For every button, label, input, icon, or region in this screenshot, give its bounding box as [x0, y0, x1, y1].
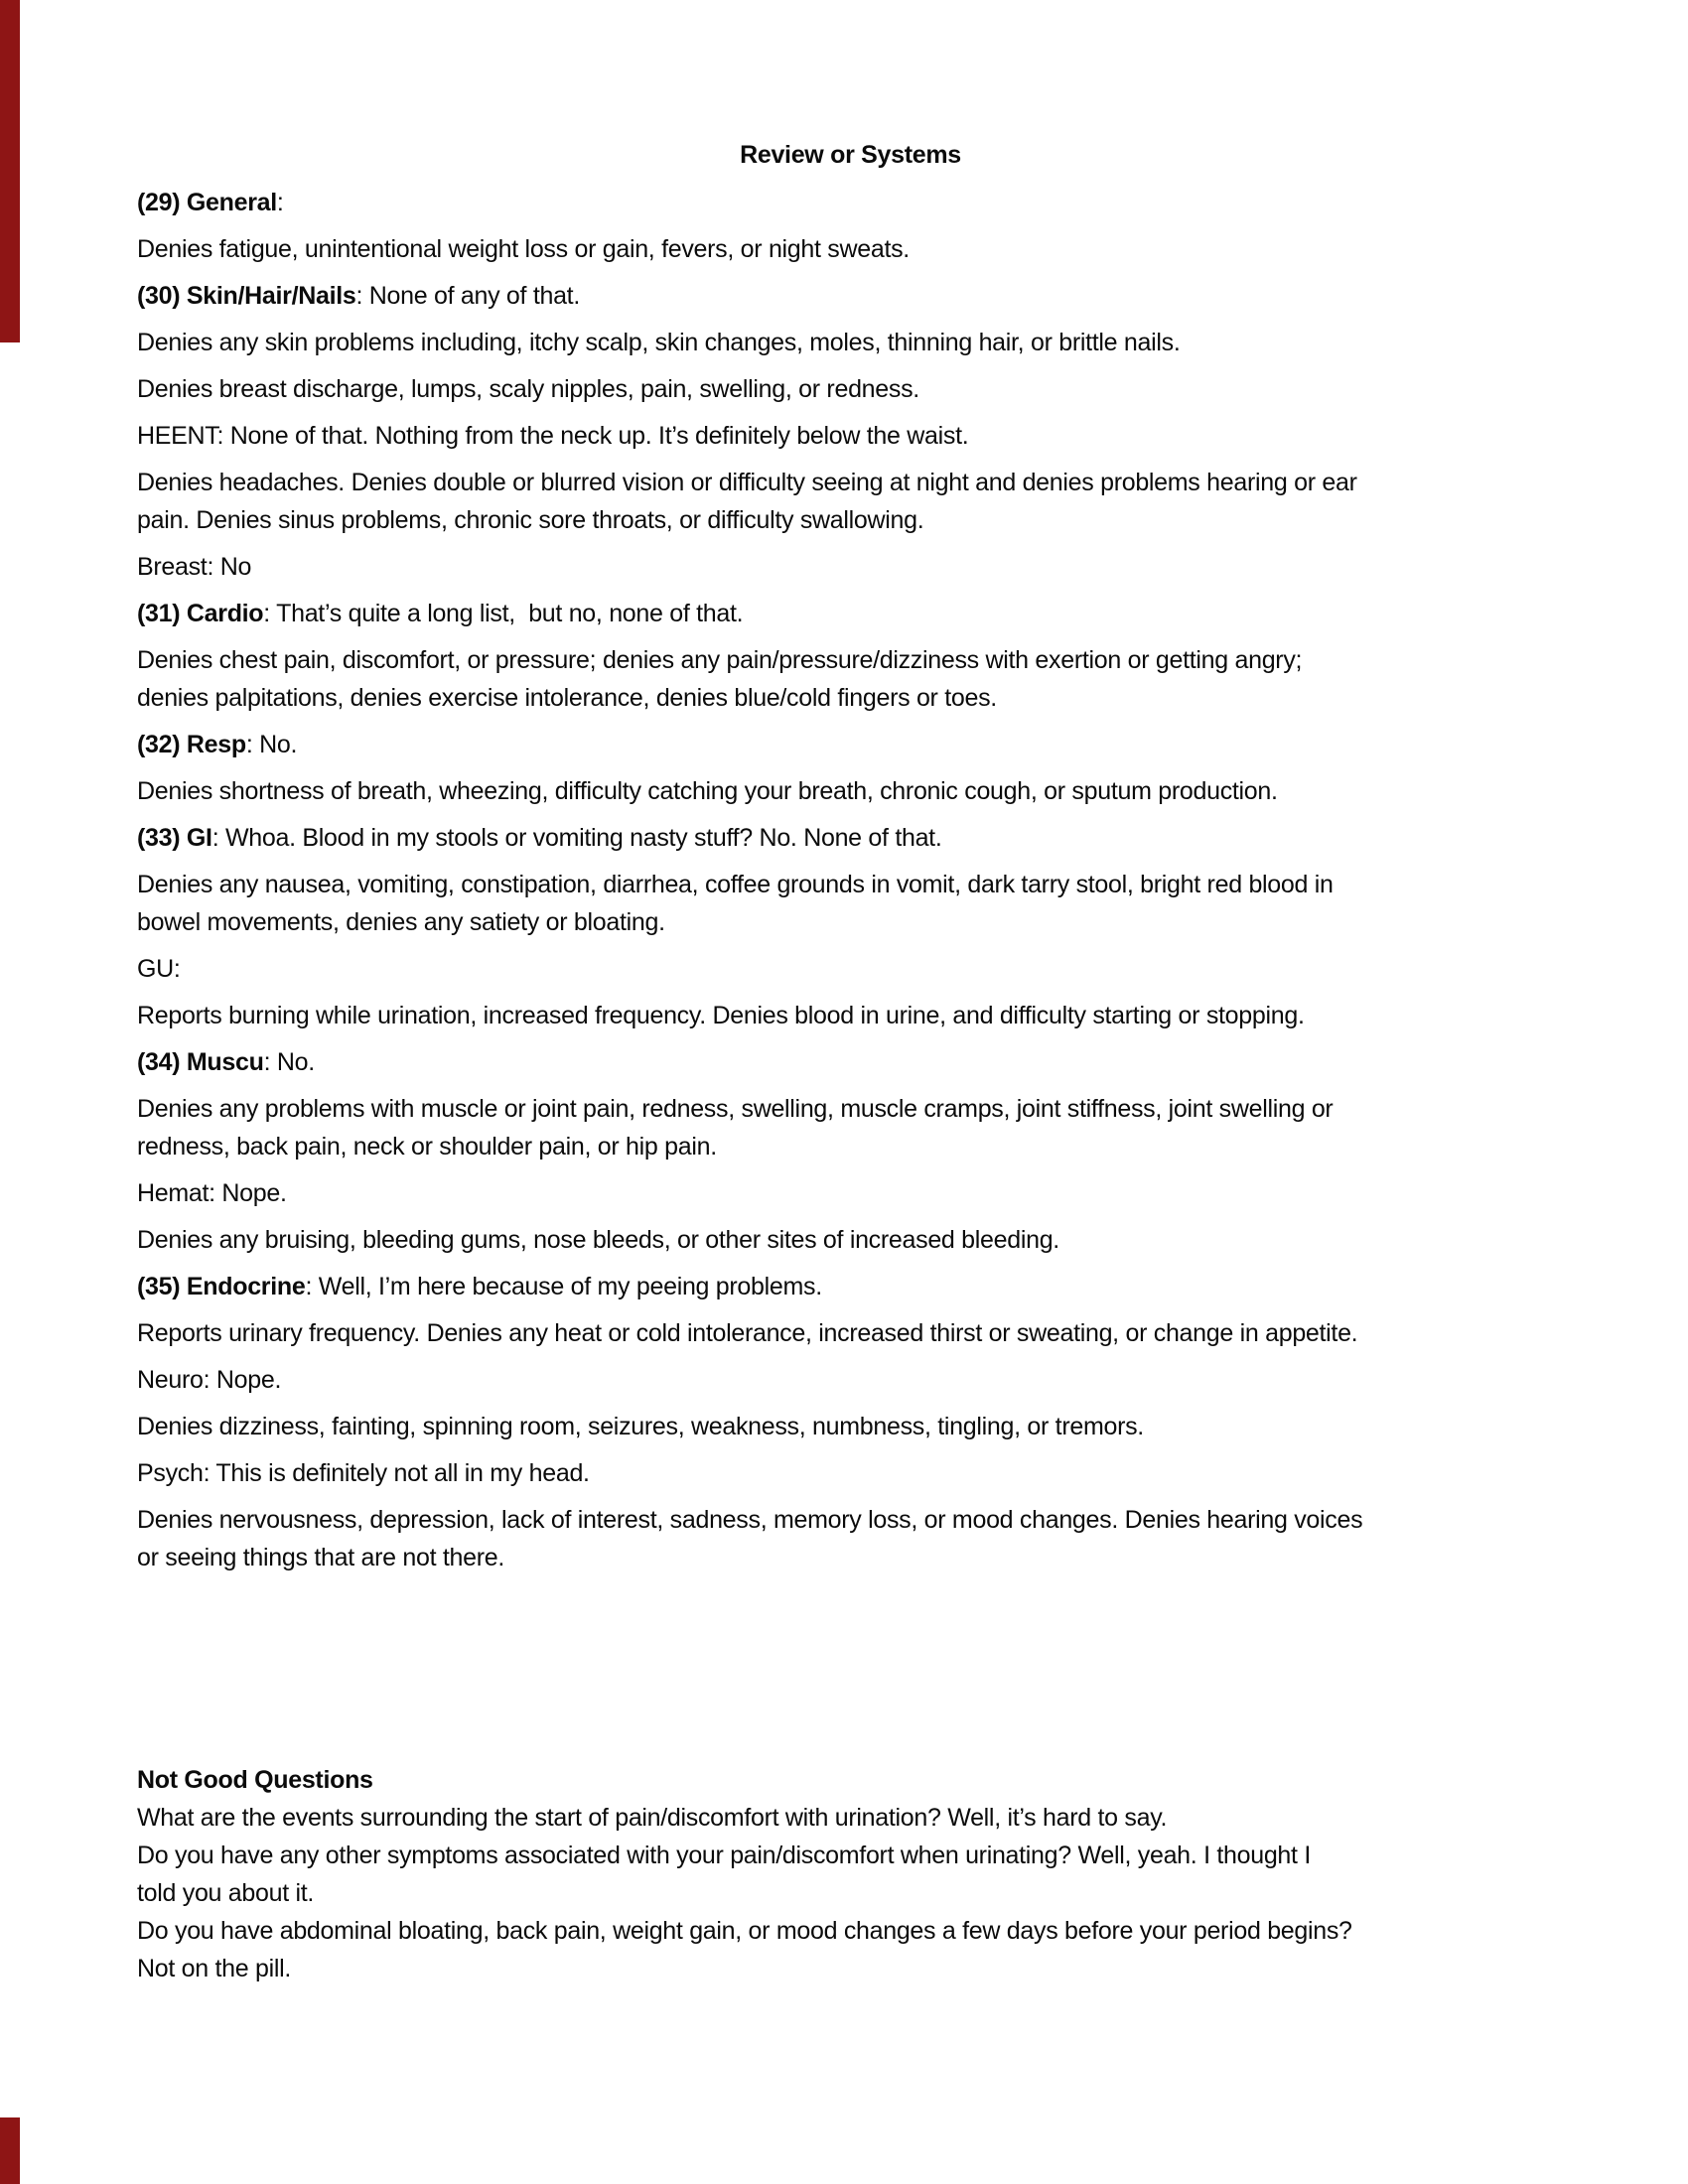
ngq-question-2: Do you have any other symptoms associated with your pain/discomfort when urinating? Well, yeah. I thought I: [137, 1842, 1311, 1869]
ros-cardio-text: Denies chest pain, discomfort, or pressure; denies any pain/pressure/dizziness with exertion or getting angry; denies palpitations, denies exercise intolerance, denies blue/cold fingers or toes.: [137, 646, 1303, 712]
ngq-question-1: What are the events surrounding the start of pain/discomfort with urination? Well, it’s hard to say.: [137, 1804, 1168, 1832]
ros-heent-text: Denies headaches. Denies double or blurred vision or difficulty seeing at night and denies problems hearing or ear pain. Denies sinus problems, chronic sore throats, or difficulty swallowing.: [137, 469, 1357, 534]
ros-neuro-text: Denies dizziness, fainting, spinning room, seizures, weakness, numbness, tingling, or tremors.: [137, 1413, 1144, 1440]
ros-neuro-heading: Neuro: Nope.: [137, 1366, 282, 1394]
ros-breast-answer: Breast: No: [137, 553, 252, 581]
ros-psych-heading: Psych: This is definitely not all in my head.: [137, 1459, 590, 1487]
ros-gi-heading: (33) GI: Whoa. Blood in my stools or vomiting nasty stuff? No. None of that.: [137, 824, 942, 852]
ros-endocrine-heading: (35) Endocrine: Well, I’m here because of my peeing problems.: [137, 1273, 822, 1300]
ros-skin-text: Denies any skin problems including, itchy scalp, skin changes, moles, thinning hair, or brittle nails.: [137, 329, 1181, 356]
ngq-question-3-cont: Not on the pill.: [137, 1955, 292, 1982]
document-title: Review or Systems: [740, 141, 961, 169]
document-page: [137, 136, 1564, 1987]
ros-endocrine-text: Reports urinary frequency. Denies any heat or cold intolerance, increased thirst or sweating, or change in appetite.: [137, 1319, 1358, 1347]
ros-psych-text: Denies nervousness, depression, lack of interest, sadness, memory loss, or mood changes. Denies hearing voices or seeing things that are not there.: [137, 1506, 1363, 1571]
ngq-question-3: Do you have abdominal bloating, back pain, weight gain, or mood changes a few days before your period begins?: [137, 1917, 1352, 1945]
ros-gi-text: Denies any nausea, vomiting, constipation, diarrhea, coffee grounds in vomit, dark tarry stool, bright red blood in bowel movements, denies any satiety or bloating.: [137, 871, 1334, 936]
ros-muscu-text: Denies any problems with muscle or joint pain, redness, swelling, muscle cramps, joint stiffness, joint swelling or redness, back pain, neck or shoulder pain, or hip pain.: [137, 1095, 1334, 1160]
ros-gu-text: Reports burning while urination, increased frequency. Denies blood in urine, and difficulty starting or stopping.: [137, 1002, 1305, 1029]
ros-cardio-heading: (31) Cardio: That’s quite a long list, but no, none of that.: [137, 600, 744, 627]
ros-general-heading: (29) General:: [137, 189, 284, 216]
ngq-question-2-cont: told you about it.: [137, 1879, 315, 1907]
left-edge-bar-bottom: [0, 2117, 20, 2184]
ros-breast-discharge-text: Denies breast discharge, lumps, scaly nipples, pain, swelling, or redness.: [137, 375, 919, 403]
ros-muscu-heading: (34) Muscu: No.: [137, 1048, 315, 1076]
ros-resp-heading: (32) Resp: No.: [137, 731, 298, 758]
ros-heent-heading: HEENT: None of that. Nothing from the neck up. It’s definitely below the waist.: [137, 422, 969, 450]
ros-hemat-text: Denies any bruising, bleeding gums, nose bleeds, or other sites of increased bleeding.: [137, 1226, 1059, 1254]
ros-resp-text: Denies shortness of breath, wheezing, difficulty catching your breath, chronic cough, or sputum production.: [137, 777, 1278, 805]
ros-gu-heading: GU:: [137, 955, 181, 983]
ros-skin-heading: (30) Skin/Hair/Nails: None of any of that.: [137, 282, 580, 310]
ros-hemat-heading: Hemat: Nope.: [137, 1179, 287, 1207]
left-edge-bar-top: [0, 0, 20, 342]
ros-general-text: Denies fatigue, unintentional weight loss or gain, fevers, or night sweats.: [137, 235, 910, 263]
not-good-questions-heading: Not Good Questions: [137, 1766, 373, 1794]
not-good-questions-section: [137, 1761, 1564, 1987]
